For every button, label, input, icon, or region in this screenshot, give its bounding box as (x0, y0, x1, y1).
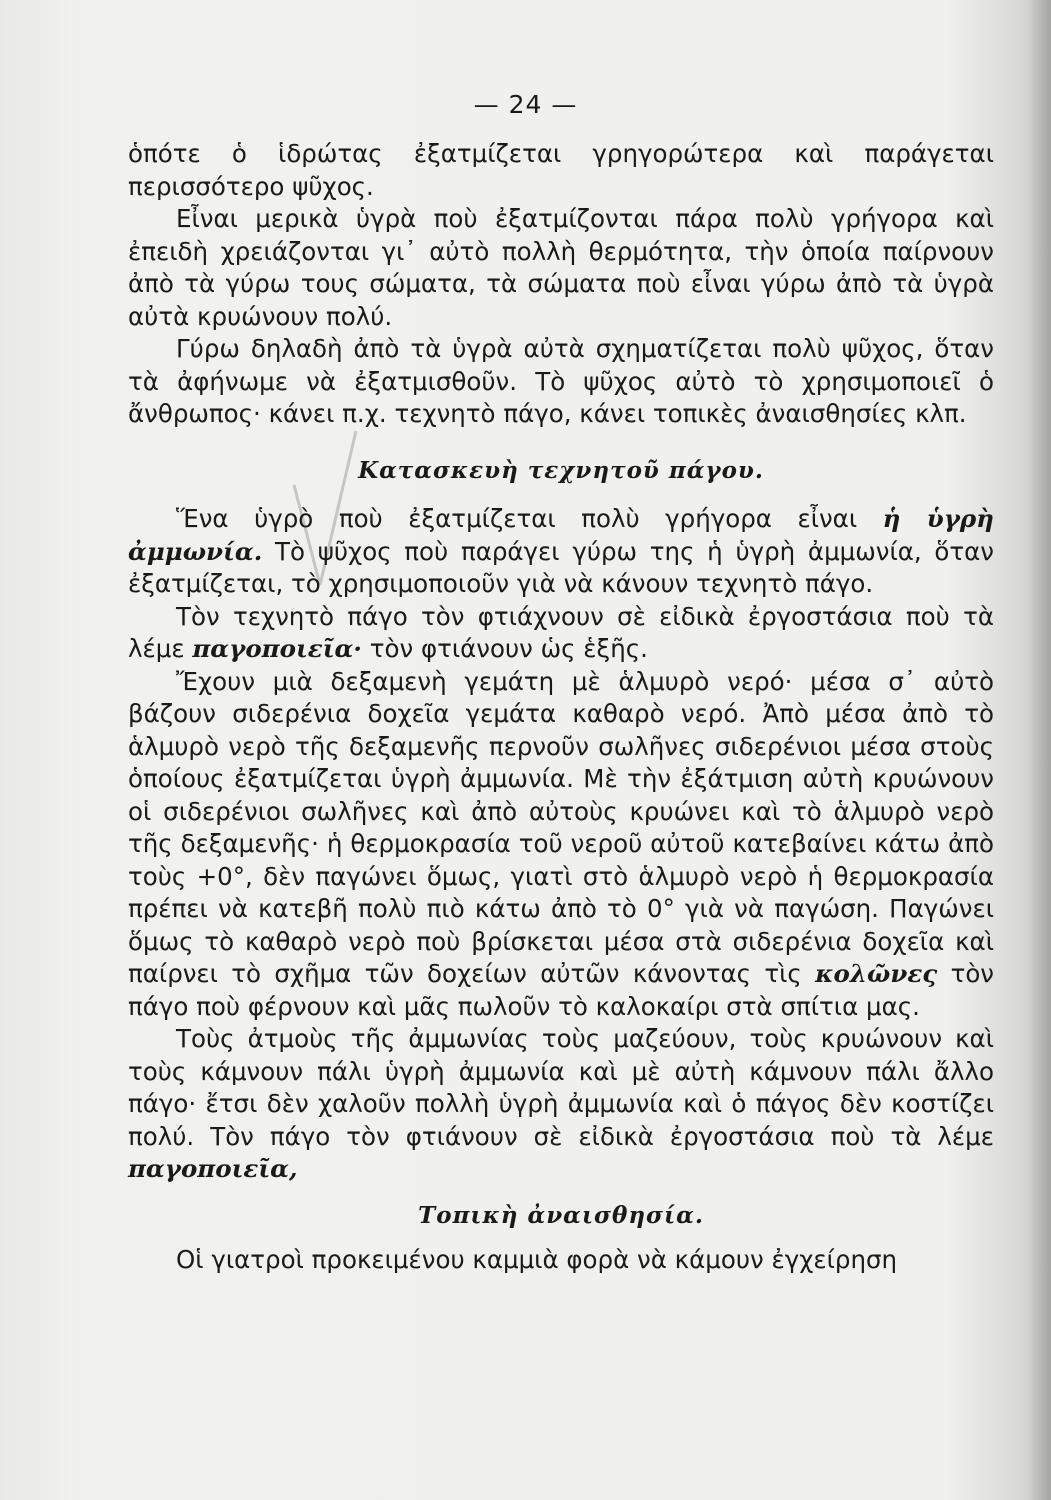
paragraph (128, 503, 994, 601)
emphasis-term: ἡ ὑγρὴ ἀμμωνία. (128, 504, 994, 566)
text-run: Ἕνα ὑγρὸ ποὺ ἐξατμίζεται πολὺ γρήγορα εἶναι (176, 504, 858, 533)
paragraph (128, 666, 994, 1024)
paragraph: Οἱ γιατροὶ προκειμένου καμμιὰ φορὰ νὰ κάμουν ἐγχείρηση (176, 1245, 898, 1274)
paragraph: Γύρω δηλαδὴ ἀπὸ τὰ ὑγρὰ αὐτὰ σχηματίζεται πολὺ ψῦχος, ὅταν τὰ ἀφήνωμε νὰ ἐξατμισθοῦν. Τὸ ψῦχος αὐτὸ τὸ χρησιμοποιεῖ ὁ ἄνθρωπος· κάνει π.χ. τεχνητὸ πάγο, κάνει τοπικὲς ἀναισθησίες κλπ. (128, 334, 994, 428)
text-run: τὸν πάγο ποὺ φέρνουν καὶ μᾶς πωλοῦν τὸ καλοκαίρι στὰ σπίτια μας. (128, 959, 994, 1021)
text-run: Ἔχουν μιὰ δεξαμενὴ γεμάτη μὲ ἁλμυρὸ νερό· μέσα σ᾽ αὐτὸ βάζουν σιδερένια δοχεῖα γεμάτα καθαρὸ νερό. Ἀπὸ μέσα ἀπὸ τὸ ἁλμυρὸ νερὸ τῆς δεξαμενῆς περνοῦν σωλῆνες σιδερένιοι μέσα στοὺς ὁποίους ἐξατμίζεται ὑγρὴ ἀμμωνία. Μὲ τὴν ἐξάτμιση αὐτὴ κρυώνουν οἱ σιδερένιοι σωλῆνες καὶ ἀπὸ αὐτοὺς κρυώνει καὶ τὸ ἁλμυρὸ νερὸ τῆς δεξαμενῆς· ἡ θερμοκρασία τοῦ νεροῦ αὐτοῦ κατεβαίνει κάτω ἀπὸ τοὺς +0°, δὲν παγώνει ὅμως, γιατὶ στὸ ἁλμυρὸ νερὸ ἡ θερμοκρασία πρέπει νὰ κατεβῆ πολὺ πιὸ κάτω ἀπὸ τὸ 0° γιὰ νὰ παγώση. Παγώνει ὅμως τὸ καθαρὸ νερὸ ποὺ βρίσκεται μέσα στὰ σιδερένια δοχεῖα καὶ παίρνει τὸ σχῆμα τῶν δοχείων αὐτῶν κάνοντας τὶς (128, 666, 994, 988)
book-spine-shadow (1029, 0, 1051, 1500)
text-run: τὸν φτιάνουν ὡς ἑξῆς. (369, 634, 648, 663)
section-heading-local-anesthesia: Τοπικὴ ἀναισθησία. (418, 1201, 704, 1229)
text-run: Τοὺς ἀτμοὺς τῆς ἀμμωνίας τοὺς μαζεύουν, τοὺς κρυώνουν καὶ τοὺς κάμνουν πάλι ὑγρὴ ἀμμωνία καὶ μὲ αὐτὴ κάμνουν πάλι ἄλλο πάγο· ἔτσι δὲν χαλοῦν πολλὴ ὑγρὴ ἀμμωνία καὶ ὁ πάγος δὲν κοστίζει πολύ. Τὸν πάγο τὸν φτιάνουν σὲ εἰδικὰ ἐργοστάσια ποὺ τὰ λέμε (128, 1024, 994, 1151)
paragraph: ὁπότε ὁ ἱδρώτας ἐξατμίζεται γρηγορώτερα καὶ παράγεται περισσότερο ψῦχος. (128, 139, 994, 201)
body-text (128, 138, 994, 1277)
text-run: Τὸν τεχνητὸ πάγο τὸν φτιάχνουν σὲ εἰδικὰ ἐργοστάσια ποὺ τὰ λέμε (128, 601, 994, 663)
paragraph (128, 1023, 994, 1186)
emphasis-term: κολῶνες (815, 959, 938, 988)
emphasis-term: παγοποιεῖα· (192, 634, 362, 663)
section-heading-artificial-ice: Κατασκευὴ τεχνητοῦ πάγου. (358, 456, 764, 484)
paragraph (128, 601, 994, 666)
paragraph: Εἶναι μερικὰ ὑγρὰ ποὺ ἐξατμίζονται πάρα πολὺ γρήγορα καὶ ἐπειδὴ χρειάζονται γι᾽ αὐτὸ πολλὴ θερμότητα, τὴν ὁποία παίρνουν ἀπὸ τὰ γύρω τους σώματα, τὰ σώματα ποὺ εἶναι γύρω ἀπὸ τὰ ὑγρὰ αὐτὰ κρυώνουν πολύ. (128, 204, 994, 331)
page-number: — 24 — (473, 90, 578, 119)
text-run: Τὸ ψῦχος ποὺ παράγει γύρω της ἡ ὑγρὴ ἀμμωνία, ὅταν ἐξατμίζεται, τὸ χρησιμοποιοῦν γιὰ νὰ κάνουν τεχνητὸ πάγο. (128, 536, 994, 598)
emphasis-term: παγοποιεῖα, (128, 1154, 298, 1183)
